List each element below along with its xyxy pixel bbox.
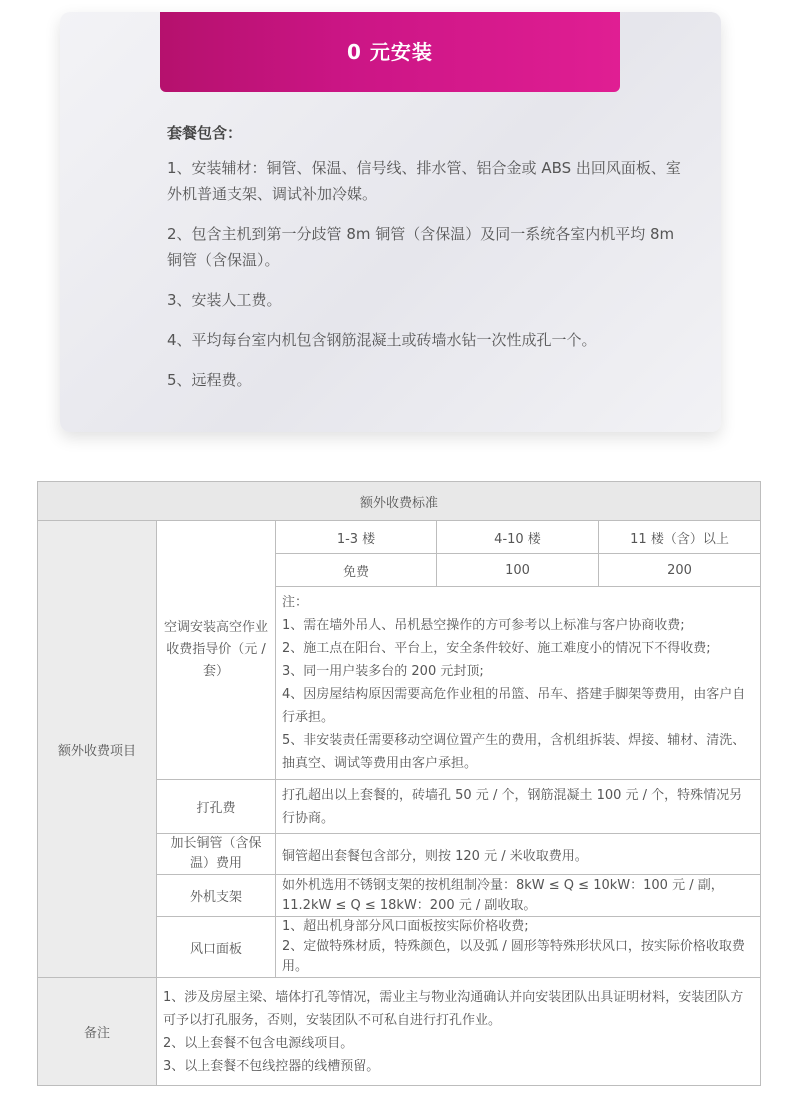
- vent-fee-label: 风口面板: [157, 917, 276, 978]
- note-line: 1、需在墙外吊人、吊机悬空操作的方可参考以上标准与客户协商收费;: [282, 618, 685, 633]
- note-line: 注：: [282, 595, 309, 610]
- note-line: 4、因房屋结构原因需要高危作业租的吊篮、吊车、搭建手脚架等费用，由客户自行承担。: [282, 687, 746, 725]
- bracket-fee-text: 如外机选用不锈钢支架的按机组制冷量：8kW ≤ Q ≤ 10kW：100 元 / 副，11.2kW ≤ Q ≤ 18kW：200 元 / 副收取。: [276, 875, 761, 917]
- banner-title: 0 元安装: [160, 12, 620, 92]
- vent-fee-text: [276, 917, 761, 978]
- package-item: 5、远程费。: [167, 371, 252, 389]
- floor-price: 免费: [276, 554, 437, 587]
- extra-fee-label: 额外收费项目: [38, 521, 157, 978]
- note-line: 5、非安装责任需要移动空调位置产生的费用，含机组拆装、焊接、辅材、清洗、抽真空、调试等费用由客户承担。: [282, 733, 746, 771]
- fee-table-title: 额外收费标准: [38, 482, 761, 521]
- package-item: 2、包含主机到第一分歧管 8m 铜管（含保温）及同一系统各室内机平均 8m 铜管（含保温）。: [167, 225, 675, 269]
- high-altitude-label: 空调安装高空作业收费指导价（元 / 套）: [157, 521, 276, 780]
- copper-fee-text: 铜管超出套餐包含部分，则按 120 元 / 米收取费用。: [276, 834, 761, 875]
- package-item: 4、平均每台室内机包含钢筋混凝土或砖墙水钻一次性成孔一个。: [167, 331, 597, 349]
- package-item: 1、安装辅材：铜管、保温、信号线、排水管、铝合金或 ABS 出回风面板、室外机普通支架、调试补加冷媒。: [167, 159, 681, 203]
- bracket-fee-label: 外机支架: [157, 875, 276, 917]
- floor-price: 200: [599, 554, 761, 587]
- remark-line: 3、以上套餐不包线控器的线槽预留。: [163, 1058, 380, 1074]
- vent-line: 1、超出机身部分风口面板按实际价格收费;: [282, 919, 529, 934]
- floor-header: 1-3 楼: [276, 521, 437, 554]
- floor-price: 100: [437, 554, 599, 587]
- floor-header: 11 楼（含）以上: [599, 521, 761, 554]
- copper-fee-label: 加长铜管（含保温）费用: [157, 834, 276, 875]
- package-card: [60, 12, 721, 432]
- floor-header: 4-10 楼: [437, 521, 599, 554]
- drilling-fee-text: 打孔超出以上套餐的，砖墙孔 50 元 / 个，钢筋混凝土 100 元 / 个，特殊情况另行协商。: [276, 780, 761, 834]
- remarks-label: 备注: [38, 978, 157, 1086]
- vent-line: 2、定做特殊材质，特殊颜色，以及弧 / 圆形等特殊形状风口，按实际价格收取费用。: [282, 939, 745, 974]
- fee-table: [37, 481, 761, 1086]
- package-item: 3、安装人工费。: [167, 291, 282, 309]
- high-altitude-notes: [276, 587, 761, 780]
- remarks-text: [157, 978, 761, 1086]
- package-section: [167, 122, 687, 407]
- note-line: 2、施工点在阳台、平台上，安全条件较好、施工难度小的情况下不得收费;: [282, 641, 711, 656]
- package-title: 套餐包含：: [167, 124, 243, 142]
- drilling-fee-label: 打孔费: [157, 780, 276, 834]
- remark-line: 2、以上套餐不包含电源线项目。: [163, 1035, 354, 1051]
- note-line: 3、同一用户装多台的 200 元封顶;: [282, 664, 484, 679]
- remark-line: 1、涉及房屋主梁、墙体打孔等情况，需业主与物业沟通确认并向安装团队出具证明材料，安装团队方可予以打孔服务，否则，安装团队不可私自进行打孔作业。: [163, 989, 744, 1028]
